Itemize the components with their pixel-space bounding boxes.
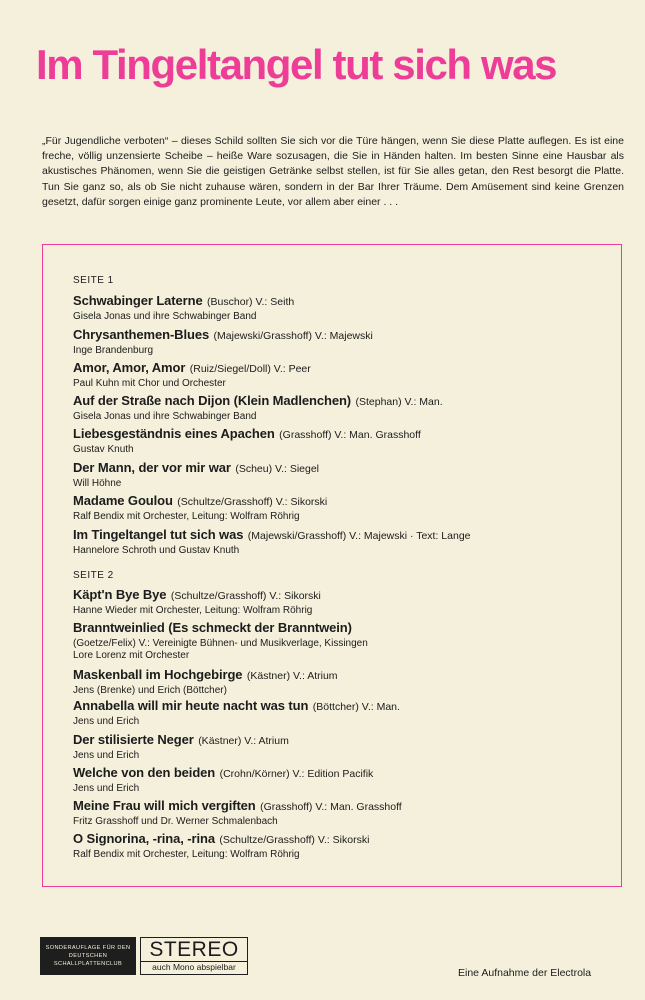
track-title: Chrysanthemen-Blues bbox=[73, 327, 210, 342]
track-title: Käpt'n Bye Bye bbox=[73, 587, 167, 602]
track-credits: (Crohn/Körner) V.: Edition Pacifik bbox=[219, 768, 374, 780]
track-title: Schwabinger Laterne bbox=[73, 293, 203, 308]
track-artist: Lore Lorenz mit Orchester bbox=[73, 650, 190, 661]
track-title: Amor, Amor, Amor bbox=[73, 360, 186, 375]
club-badge-line: DEUTSCHEN bbox=[68, 953, 108, 959]
track-credits: (Stephan) V.: Man. bbox=[355, 396, 443, 408]
track-artist: Paul Kuhn mit Chor und Orchester bbox=[73, 378, 226, 389]
track-credits: (Schultze/Grasshoff) V.: Sikorski bbox=[219, 834, 370, 846]
track-artist: Jens und Erich bbox=[73, 750, 140, 761]
track-artist: Hanne Wieder mit Orchester, Leitung: Wolfram Röhrig bbox=[73, 605, 313, 616]
track-artist: Ralf Bendix mit Orchester, Leitung: Wolfram Röhrig bbox=[73, 511, 300, 522]
track-title: Auf der Straße nach Dijon (Klein Madlenchen) bbox=[73, 393, 352, 408]
track-title: Liebesgeständnis eines Apachen bbox=[73, 426, 275, 441]
track-artist: Will Höhne bbox=[73, 478, 122, 489]
track-artist: Jens und Erich bbox=[73, 783, 140, 794]
track-item bbox=[73, 526, 613, 557]
track-title: Maskenball im Hochgebirge bbox=[73, 667, 243, 682]
track-artist: Jens (Brenke) und Erich (Böttcher) bbox=[73, 685, 227, 696]
track-title: Annabella will mir heute nacht was tun bbox=[73, 698, 309, 713]
track-credits: (Schultze/Grasshoff) V.: Sikorski bbox=[177, 496, 328, 508]
track-title: Der stilisierte Neger bbox=[73, 732, 194, 747]
track-title: Im Tingeltangel tut sich was bbox=[73, 527, 244, 542]
track-item bbox=[73, 425, 613, 456]
track-credits: (Grasshoff) V.: Man. Grasshoff bbox=[279, 429, 421, 441]
track-item bbox=[73, 292, 613, 323]
track-artist: Gisela Jonas und ihre Schwabinger Band bbox=[73, 311, 257, 322]
label-credit: Eine Aufnahme der Electrola bbox=[458, 967, 592, 979]
track-item bbox=[73, 764, 613, 795]
track-credits: (Scheu) V.: Siegel bbox=[235, 463, 320, 475]
track-artist: Hannelore Schroth und Gustav Knuth bbox=[73, 545, 240, 556]
club-badge-line: SCHALLPLATTENCLUB bbox=[53, 961, 123, 967]
track-item bbox=[73, 359, 613, 390]
side-2-label: SEITE 2 bbox=[73, 570, 114, 581]
album-title: Im Tingeltangel tut sich was bbox=[36, 41, 557, 88]
stereo-label: STEREO bbox=[141, 938, 247, 962]
stereo-badge bbox=[140, 937, 248, 975]
track-artist: Fritz Grasshoff und Dr. Werner Schmalenbach bbox=[73, 816, 278, 827]
track-title: Madame Goulou bbox=[73, 493, 173, 508]
track-item bbox=[73, 586, 613, 617]
mono-compatible-note: auch Mono abspielbar bbox=[152, 962, 236, 972]
track-title: Der Mann, der vor mir war bbox=[73, 460, 231, 475]
track-item bbox=[73, 492, 613, 523]
track-item bbox=[73, 731, 613, 762]
club-badge-line: SONDERAUFLAGE FÜR DEN bbox=[45, 945, 131, 951]
track-item bbox=[73, 619, 613, 662]
track-credits: (Schultze/Grasshoff) V.: Sikorski bbox=[170, 590, 321, 602]
track-item bbox=[73, 459, 613, 490]
track-item bbox=[73, 830, 613, 861]
track-item bbox=[73, 797, 613, 828]
track-item bbox=[73, 697, 613, 728]
track-item bbox=[73, 666, 613, 697]
track-credits: (Kästner) V.: Atrium bbox=[246, 670, 338, 682]
track-artist: Inge Brandenburg bbox=[73, 345, 154, 356]
track-credits: (Buschor) V.: Seith bbox=[207, 296, 295, 308]
track-credits: (Majewski/Grasshoff) V.: Majewski bbox=[213, 330, 373, 342]
track-artist: Ralf Bendix mit Orchester, Leitung: Wolfram Röhrig bbox=[73, 849, 300, 860]
intro-text: „Für Jugendliche verboten“ – dieses Schild sollten Sie sich vor die Türe hängen, wenn Sie diese Platte auflegen. Es ist eine freche, völlig unzensierte Scheibe – heiße Ware sozusagen, die Sie in Händen halten. Im besten Sinne eine Hausbar als akustisches Phänomen, wenn Sie die geistigen Getränke selbst stellen, ist für Sie alles getan, den Rest besorgt die Platte. Tun Sie ganz so, als ob Sie nicht zuhause wären, sondern in der Bar Ihrer Träume. Dem Amüsement sind keine Grenzen gesetzt, dafür sorgen einige ganz prominente Leute, vor allem aber einer . . . bbox=[42, 135, 624, 208]
track-credits: (Grasshoff) V.: Man. Grasshoff bbox=[260, 801, 402, 813]
track-item bbox=[73, 392, 613, 423]
track-item bbox=[73, 326, 613, 357]
track-title: O Signorina, -rina, -rina bbox=[73, 831, 215, 846]
track-credits: (Majewski/Grasshoff) V.: Majewski · Text: Lange bbox=[247, 530, 471, 542]
track-title: Welche von den beiden bbox=[73, 765, 216, 780]
track-publisher: (Goetze/Felix) V.: Vereinigte Bühnen- und Musikverlage, Kissingen bbox=[73, 638, 368, 649]
track-artist: Gustav Knuth bbox=[73, 444, 134, 455]
track-credits: (Kästner) V.: Atrium bbox=[198, 735, 289, 747]
track-title: Meine Frau will mich vergiften bbox=[73, 798, 256, 813]
track-credits: (Ruiz/Siegel/Doll) V.: Peer bbox=[189, 363, 311, 375]
record-club-badge bbox=[40, 937, 136, 975]
side-1-label: SEITE 1 bbox=[73, 275, 114, 286]
track-artist: Gisela Jonas und ihre Schwabinger Band bbox=[73, 411, 257, 422]
track-title: Branntweinlied (Es schmeckt der Branntwein) bbox=[73, 620, 352, 635]
track-artist: Jens und Erich bbox=[73, 716, 140, 727]
track-credits: (Böttcher) V.: Man. bbox=[312, 701, 400, 713]
